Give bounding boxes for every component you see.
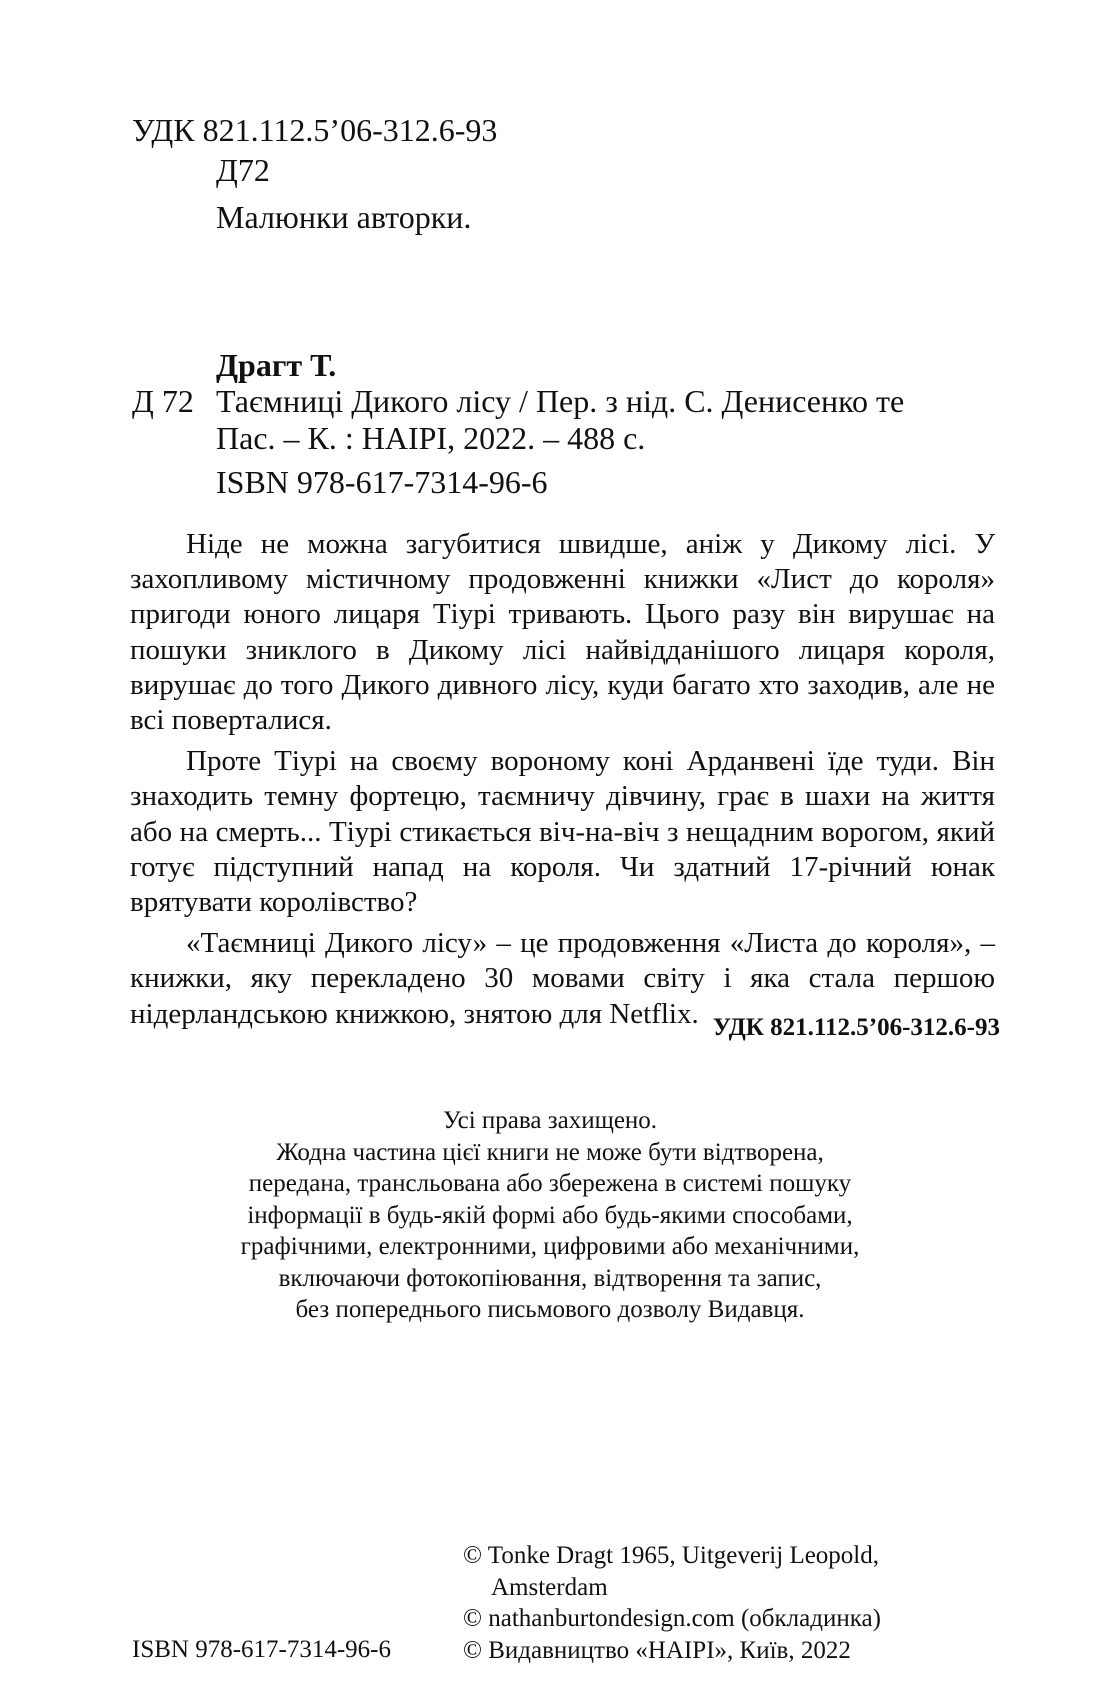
copyright-line: © Tonke Dragt 1965, Uitgeverij Leopold, <box>463 1542 880 1569</box>
copyright-line: Amsterdam <box>491 1573 608 1601</box>
rights-line: включаючи фотокопіювання, відтворення та запис, <box>278 1264 822 1292</box>
copyright-line: © Видавництво «НАІРІ», Київ, 2022 <box>463 1636 851 1664</box>
illustrations-note: Малюнки авторки. <box>216 199 472 235</box>
catalog-title-line-1: Таємниці Дикого лісу / Пер. з нід. С. Денисенко те <box>216 383 905 419</box>
annotation-block <box>130 527 995 1038</box>
annotation-paragraph: Проте Тіурі на своєму вороному коні Арданвені їде туди. Він знаходить темну фортецю, таємничу дівчину, грає в шахи на життя або на смерть... Тіурі стикається віч-на-віч з нещадним ворогом, який готує підступний напад на короля. Чи здатний 17-річний юнак врятувати королівство? <box>130 745 995 919</box>
bottom-isbn: ISBN 978-617-7314-96-6 <box>132 1636 392 1663</box>
catalog-author: Драгт Т. <box>216 347 337 383</box>
rights-line: без попереднього письмового дозволу Видавця. <box>295 1296 805 1323</box>
udc-code: УДК 821.112.5’06-312.6-93 <box>132 112 498 148</box>
author-sign: Д72 <box>216 152 270 188</box>
rights-line: Жодна частина цієї книги не може бути відтворена, <box>276 1138 824 1166</box>
annotation-paragraph: «Таємниці Дикого лісу» – це продовження «Листа до короля», – книжки, яку перекладено 30 мовами світу і яка стала першою нідерландською книжкою, знятою для Netflix. <box>130 927 995 1030</box>
rights-line: передана, трансльована або збережена в системі пошуку <box>248 1170 852 1197</box>
catalog-title-line-2: Пас. – К. : НАІРІ, 2022. – 488 с. <box>216 420 646 456</box>
annotation-udc: УДК 821.112.5’06-312.6-93 <box>712 1014 1000 1041</box>
catalog-call-number: Д 72 <box>132 383 194 419</box>
catalog-isbn: ISBN 978-617-7314-96-6 <box>216 464 548 500</box>
annotation-paragraph: Ніде не можна загубитися швидше, аніж у Дикому лісі. У захопливому містичному продовженні книжки «Лист до короля» пригоди юного лицаря Тіурі тривають. Цього разу він вирушає на пошуки зниклого в Дикому лісі найвідданішого лицаря короля, вирушає до того Дикого дивного лісу, куди багато хто заходив, але не всі поверталися. <box>130 528 995 737</box>
rights-line: Усі права захищено. <box>442 1107 658 1134</box>
copyright-line: © nathanburtondesign.com (обкладинка) <box>463 1605 881 1632</box>
rights-notice <box>190 1105 910 1326</box>
rights-line: графічними, електронними, цифровими або механічними, <box>240 1233 860 1260</box>
copyright-block <box>463 1540 881 1666</box>
rights-line: інформації в будь-якій формі або будь-якими способами, <box>247 1201 853 1229</box>
